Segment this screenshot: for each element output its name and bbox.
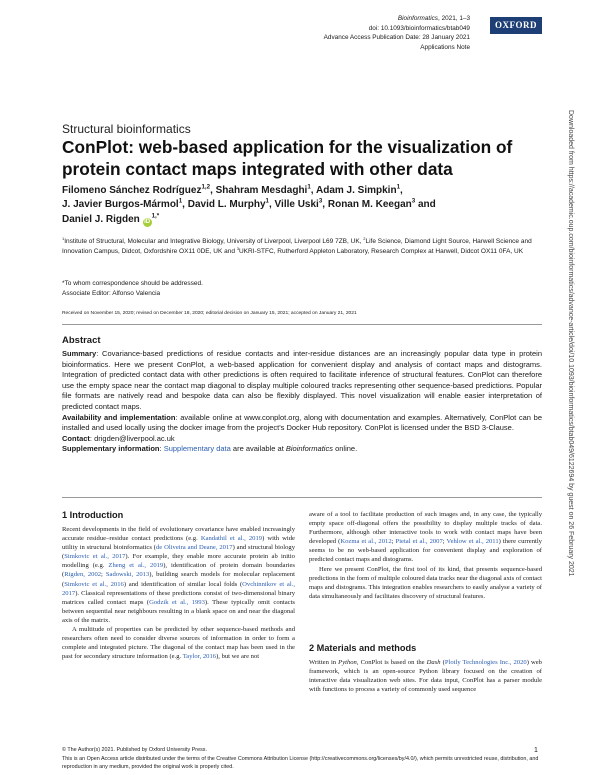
author-affil-mark: 1,2: [201, 183, 211, 191]
summary-label: Summary: [62, 349, 97, 358]
affiliation: UKRI-STFC, Rutherford Appleton Laboratory, Research Complex at Harwell, Didcot OX11 0FA, UK: [238, 248, 524, 256]
abstract-availability: [62, 413, 542, 434]
copyright: © The Author(s) 2021. Published by Oxford University Press.: [62, 747, 207, 753]
supp-label: Supplementary information: [62, 444, 160, 454]
citation-link[interactable]: Simkovic et al., 2016: [64, 580, 124, 588]
citation-link[interactable]: Plotly Technologies Inc., 2020: [444, 659, 527, 666]
right-column-methods: [309, 658, 542, 694]
citation-link[interactable]: Zheng et al., 2019: [108, 562, 164, 570]
author-affil-mark: 1: [307, 183, 311, 191]
supplementary-link[interactable]: Supplementary data: [163, 444, 231, 454]
citation-link[interactable]: Rigden, 2002: [64, 571, 102, 579]
download-watermark: [566, 110, 584, 670]
page-number: 1: [534, 747, 538, 754]
left-column: [62, 525, 295, 661]
author[interactable]: Daniel J. Rigden: [62, 213, 140, 225]
supp-journal: Bioinformatics: [285, 444, 333, 454]
journal-metadata: [300, 14, 470, 52]
author[interactable]: Adam J. Simpkin: [315, 185, 397, 196]
author[interactable]: Filomeno Sánchez Rodríguez: [62, 185, 202, 196]
citation-link[interactable]: Kozma et al., 2012: [340, 538, 392, 546]
supp-text: online.: [332, 444, 358, 454]
paragraph: Recent developments in the field of evolutionary covariance have enabled increasingly accurate residue–residue contact predictions (e.g. Kandathil et al., 2019) with wide utility in structural bioinformatics (de Oliveira and Deane, 2017) and structural biology (Simkovic et al., 2017). For example, they enable more accurate protein ab initio modelling (e.g. Zheng et al., 2019), identification of protein domain boundaries (Rigden, 2002; Sadowski, 2013), building search models for molecular replacement (Simkovic et al., 2016) and identification of similar local folds (Ovchinnikov et al., 2017). Classical representations of these predictions consist of two-dimensional binary matrices called contact maps (Godzik et al., 1993). These typically omit contacts between sequential near neighbours resulting in a blank space on and near the diagonal axis of the matrix.: [62, 526, 296, 624]
paragraph: aware of a tool to facilitate production of such images and, in any case, the typically empty space off-diagonal offers the possibility to display multiple tracks of data. Furthermore, although other interactive tools to work with contact maps have been developed (Kozma et al., 2012; Pietal et al., 2007; Vehlow et al., 2011) there currently seems to be no web-based application for convenient display and exploration of predicted contact maps and distograms.: [309, 511, 542, 564]
contact-label: Contact: [62, 433, 90, 443]
author-list: Filomeno Sánchez Rodríguez$^{1,2}$, Shahram Mesdaghi$^1$, Adam J. Simpkin$^1$, J. Javier Burgos-Mármol$^1$, David L. Murphy$^1$, Ville Uski$^3$, Ronan M. Keegan$^3$ and Daniel J. Rigden $iD^{1,*}$: [62, 183, 436, 225]
abstract-heading: Abstract: [62, 335, 101, 346]
abstract-contact: [62, 434, 542, 445]
citation-link[interactable]: Ovchinnikov et al., 2017: [62, 580, 295, 597]
article-title: ConPlot: web-based application for the visualization of protein contact maps integrated with other data: [62, 137, 513, 179]
affiliation: Life Science, Diamond Light Source, Harwell Science and Innovation Campus, Didcot, Oxfordshire OX11 0DE, UK and: [62, 238, 532, 256]
author-affil-mark: 1: [265, 197, 269, 205]
divider: [62, 497, 542, 498]
oxford-logo: OXFORD: [490, 17, 542, 34]
citation-link[interactable]: Sadowski, 2013: [105, 571, 150, 579]
article-type: Applications Note: [420, 43, 470, 51]
paragraph: A multitude of properties can be predicted by other sequence-based methods and researchers often need to consider diverse sources of information in order to form a complete and integrated picture. The diagonal of the contact map has been used in the past for secondary structure information (e.g. Taylor, 2016), but we are not: [62, 626, 295, 661]
abstract: [62, 349, 542, 455]
citation-link[interactable]: Simkovic et al., 2017: [64, 553, 126, 561]
citation-link[interactable]: Taylor, 2016: [182, 653, 217, 661]
author[interactable]: David L. Murphy: [187, 199, 266, 211]
affiliation: Institute of Structural, Molecular and Integrative Biology, University of Liverpool, Liverpool L69 7ZB, UK,: [64, 238, 364, 245]
affiliations: [62, 237, 542, 258]
citation-link[interactable]: Vehlow et al., 2011: [446, 538, 499, 546]
author[interactable]: Ronan M. Keegan: [327, 199, 412, 211]
affil-number: 3: [236, 246, 239, 252]
author-affil-mark: 1: [396, 183, 401, 191]
citation: , 2021, 1–3: [438, 15, 470, 22]
author-affil-mark: 1: [178, 197, 183, 205]
availability-label: Availability and implementation: [62, 412, 176, 422]
author-affil-mark: 3: [411, 197, 416, 205]
download-watermark-text: Downloaded from https://academic.oup.com/bioinformatics/advance-article/doi/10.1093/bioinformatics/btab049/6122694 by guest on 26 February 2021: [567, 110, 574, 577]
supp-colon: :: [159, 444, 164, 454]
abstract-supplementary: [62, 444, 542, 455]
correspondence-note: *To whom correspondence should be addressed.: [62, 280, 203, 287]
affil-number: 1: [62, 235, 65, 241]
methods-heading: 2 Materials and methods: [309, 643, 417, 653]
associate-editor: Associate Editor: Alfonso Valencia: [62, 290, 161, 297]
summary-text: : Covariance-based predictions of residue contacts and inter-residue distances are an increasingly popular data type in protein bioinformatics. Here we present ConPlot, a web-based application for convenient display and analysis of contact maps and distograms. Integration of predicted contact data with other predictions is often required to facilitate inference of structural features. ConPlot can therefore use the empty space near the contact map diagonal to display multiple coloured tracks representing other sequence-based predictions. Popular file formats are natively read and bespoke data can also be flexibly displayed. This novel visualization will enable easier interpretation of predicted contact maps.: [62, 349, 542, 411]
contact-text: : drigden@liverpool.ac.uk: [89, 433, 175, 443]
author-affil-mark: 3: [318, 197, 323, 205]
citation-link[interactable]: Pietal et al., 2007: [395, 538, 443, 546]
orcid-icon[interactable]: iD: [144, 218, 151, 225]
author-affil-mark: 1,*: [151, 212, 160, 220]
journal-name: Bioinformatics: [397, 15, 439, 22]
author[interactable]: Ville Uski: [274, 199, 319, 211]
introduction-heading: 1 Introduction: [62, 510, 124, 520]
paragraph: Here we present ConPlot, the first tool of its kind, that presents sequence-based predictions in the form of multiple coloured data tracks near the diagonal axis of contact maps and distograms. This integration enables researchers to easily analyse a variety of data simultaneously and facilitates discovery of structural features.: [309, 565, 542, 600]
correspondence-block: [62, 279, 542, 299]
author[interactable]: J. Javier Burgos-Mármol: [62, 199, 179, 211]
right-column: [309, 510, 542, 601]
received-dates: Received on November 15, 2020; revised on December 18, 2020; editorial decision on January 15, 2021; accepted on January 21, 2021: [62, 311, 357, 316]
abstract-summary: [62, 349, 542, 413]
affil-number: 2: [363, 235, 366, 241]
paragraph: Written in Python, ConPlot is based on the Dash (Plotly Technologies Inc., 2020) web framework, which is an open-source Python library focused on the creation of interactive data visualization web sites. For data input, ConPlot has a parser module with functions to process a variety of commonly used sequence: [309, 659, 542, 694]
supp-text: are available at: [230, 444, 286, 454]
availability-text: : available online at www.conplot.org, along with documentation and examples. Alternatively, ConPlot can be installed and used locally using the docker image from the project's Docker Hub repository. ConPlot is licensed under the BSD 3-Clause.: [62, 412, 542, 433]
author-conjunction: and: [418, 199, 436, 211]
citation-link[interactable]: de Oliveira and Deane, 2017: [155, 544, 233, 552]
citation-link[interactable]: Godzik et al., 1993: [149, 598, 205, 606]
doi[interactable]: doi: 10.1093/bioinformatics/btab049: [368, 24, 470, 32]
citation-link[interactable]: Kandathil et al., 2019: [200, 535, 263, 543]
section-label: Structural bioinformatics: [62, 122, 191, 136]
advance-access-date: Advance Access Publication Date: 28 January 2021: [323, 34, 470, 42]
divider: [62, 324, 542, 325]
license-text: This is an Open Access article distributed under the terms of the Creative Commons Attribution License (http://creativecommons.org/licenses/by/4.0/), which permits unrestricted reuse, distribution, and reproduction in any medium, provided the original work is properly cited.: [62, 756, 539, 770]
author[interactable]: Shahram Mesdaghi: [215, 185, 308, 196]
